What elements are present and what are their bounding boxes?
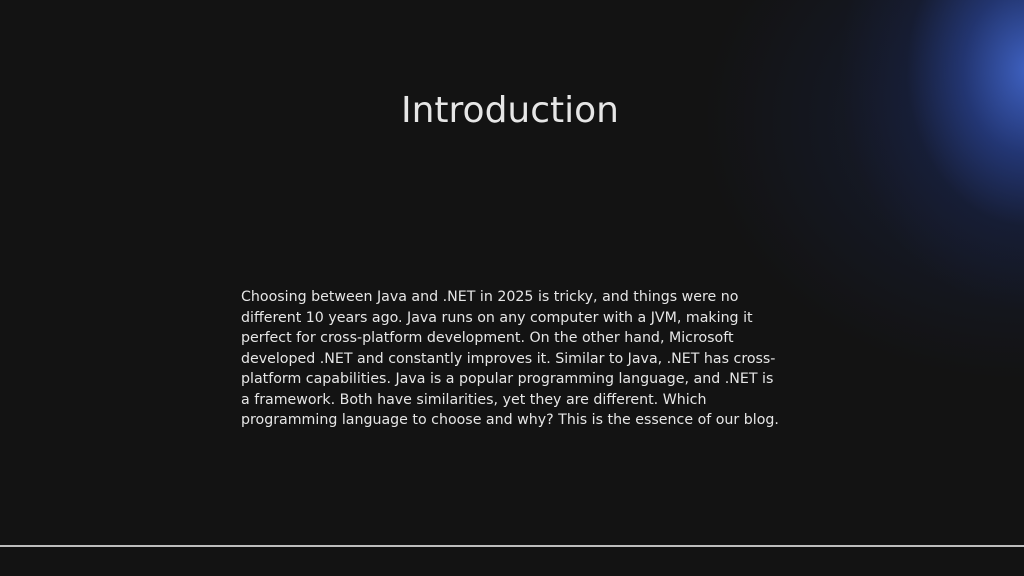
- slide-title: Introduction: [400, 90, 619, 131]
- bottom-divider: [0, 545, 1024, 547]
- slide-body-text: Choosing between Java and .NET in 2025 is tricky, and things were no different 10 years ago. Java runs on any computer with a JVM, making it perfect for cross-platform development. On the other hand, Microsoft developed .NET and constantly improves it. Similar to Java, .NET has cross-platform capabilities. Java is a popular programming language, and .NET is a framework. Both have similarities, yet they are different. Which programming language to choose and why? This is the essence of our blog.: [241, 289, 779, 428]
